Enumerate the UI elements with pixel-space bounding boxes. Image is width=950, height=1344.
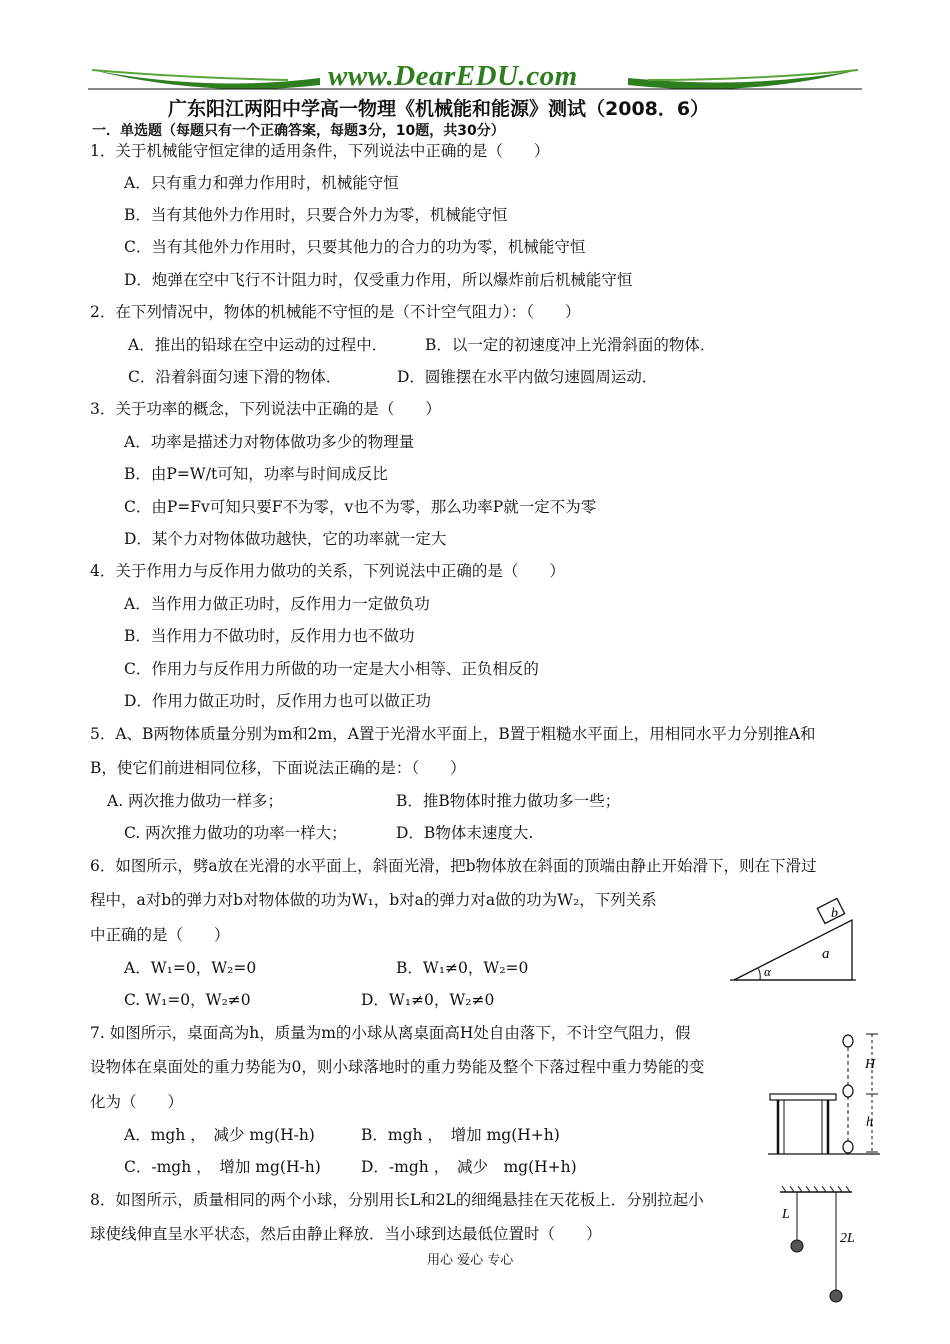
page-footer: 用心 爱心 专心 (427, 1253, 514, 1268)
question-3-option-b: B．由P=W/t可知，功率与时间成反比 (124, 465, 388, 483)
question-1-option-a: A．只有重力和弹力作用时，机械能守恒 (124, 174, 399, 192)
wedge-label-a: a (822, 946, 830, 962)
table-top (770, 1094, 836, 1100)
label-h: h (866, 1115, 873, 1130)
question-8-figure (776, 1184, 856, 1308)
question-3-option-d: D．某个力对物体做功越快，它的功率就一定大 (124, 530, 447, 548)
question-5-option-d: D．B物体末速度大. (396, 824, 534, 842)
question-8-stem-line-1: 8．如图所示，质量相同的两个小球，分别用长L和2L的细绳悬挂在天花板上．分别拉起小 (90, 1191, 704, 1209)
page-title: 广东阳江两阳中学高一物理《机械能和能源》测试（2008．6） (168, 98, 710, 120)
question-6-stem-line-3: 中正确的是（ ） (90, 926, 230, 944)
question-1-stem: 1．关于机械能守恒定律的适用条件，下列说法中正确的是（ ） (90, 142, 550, 160)
question-6-option-a: A．W₁=0，W₂=0 (124, 959, 257, 977)
question-6-stem-line-2: 程中，a对b的弹力对b对物体做的功为W₁，b对a的弹力对a做的功为W₂，下列关系 (90, 891, 657, 909)
question-7-option-d: D．-mgh ， 减少 mg(H+h) (361, 1158, 577, 1176)
question-5-stem-line-1: 5．A、B两物体质量分别为m和2m，A置于光滑水平面上，B置于粗糙水平面上，用相同水平力分别推A和 (90, 725, 816, 743)
wedge-a (734, 920, 852, 980)
question-6-option-b: B．W₁≠0，W₂=0 (396, 959, 529, 977)
question-4-stem: 4．关于作用力与反作用力做功的关系，下列说法中正确的是（ ） (90, 562, 565, 580)
ball-middle (843, 1085, 853, 1097)
question-7-option-b: B．mgh ， 增加 mg(H+h) (361, 1126, 560, 1144)
question-1-option-d: D．炮弹在空中飞行不计阻力时，仅受重力作用，所以爆炸前后机械能守恒 (124, 271, 633, 289)
question-6-figure (730, 898, 860, 984)
question-2-option-a: A．推出的铅球在空中运动的过程中． (128, 336, 388, 354)
question-3-stem: 3．关于功率的概念，下列说法中正确的是（ ） (90, 400, 441, 418)
question-6-stem-line-1: 6．如图所示，劈a放在光滑的水平面上，斜面光滑，把b物体放在斜面的顶端由静止开始滑下，则在下滑过 (90, 857, 817, 875)
question-3-option-a: A．功率是描述力对物体做功多少的物理量 (124, 433, 415, 451)
label-2L: 2L (840, 1231, 855, 1246)
question-7-option-a: A．mgh ， 减少 mg(H-h) (124, 1126, 315, 1144)
question-4-option-a: A．当作用力做正功时，反作用力一定做负功 (124, 595, 430, 613)
question-5-option-b: B．推B物体时推力做功多一些； (396, 792, 621, 810)
logo-text: www.DearEDU.com (328, 60, 578, 92)
question-2-option-d: D．圆锥摆在水平内做匀速圆周运动． (397, 368, 658, 386)
ball-bottom (843, 1141, 853, 1153)
question-5-option-c: C. 两次推力做功的功率一样大； (124, 824, 347, 842)
ball-top (843, 1035, 853, 1047)
question-4-option-c: C．作用力与反作用力所做的功一定是大小相等、正负相反的 (124, 660, 539, 678)
question-4-option-b: B．当作用力不做功时，反作用力也不做功 (124, 627, 415, 645)
question-6-option-c: C. W₁=0，W₂≠0 (124, 991, 251, 1009)
question-5-stem-line-2: B，使它们前进相同位移，下面说法正确的是：（ ） (90, 759, 466, 777)
label-H: H (865, 1057, 876, 1072)
question-7-stem-line-2: 设物体在桌面处的重力势能为0，则小球落地时的重力势能及整个下落过程中重力势能的变 (90, 1058, 705, 1076)
question-8-stem-line-2: 球使线伸直呈水平状态，然后由静止释放．当小球到达最低位置时（ ） (90, 1225, 602, 1243)
wedge-label-alpha: α (764, 964, 771, 979)
ball-short (791, 1240, 803, 1252)
question-2-option-c: C．沿着斜面匀速下滑的物体． (128, 368, 342, 386)
question-1-option-c: C．当有其他外力作用时，只要其他力的合力的功为零，机械能守恒 (124, 238, 586, 256)
question-7-stem-line-1: 7. 如图所示，桌面高为h，质量为m的小球从离桌面高H处自由落下，不计空气阻力，假 (90, 1024, 691, 1042)
section-heading: 一．单选题（每题只有一个正确答案，每题3分，10题，共30分） (92, 123, 505, 139)
wedge-label-b: b (831, 906, 838, 921)
label-L: L (782, 1207, 790, 1222)
question-3-option-c: C．由P=Fv可知只要F不为零，v也不为零，那么功率P就一定不为零 (124, 498, 597, 516)
question-6-option-d: D．W₁≠0，W₂≠0 (361, 991, 495, 1009)
question-7-stem-line-3: 化为（ ） (90, 1093, 184, 1111)
question-2-stem: 2．在下列情况中，物体的机械能不守恒的是（不计空气阻力）：（ ） (90, 303, 581, 321)
question-4-option-d: D．作用力做正功时，反作用力也可以做正功 (124, 692, 431, 710)
ball-long (830, 1290, 842, 1302)
question-5-option-a: A. 两次推力做功一样多； (107, 792, 284, 810)
question-2-option-b: B．以一定的初速度冲上光滑斜面的物体． (425, 336, 716, 354)
question-1-option-b: B．当有其他外力作用时，只要合外力为零，机械能守恒 (124, 206, 508, 224)
question-7-figure (764, 1030, 884, 1158)
question-7-option-c: C．-mgh ， 增加 mg(H-h) (124, 1158, 321, 1176)
